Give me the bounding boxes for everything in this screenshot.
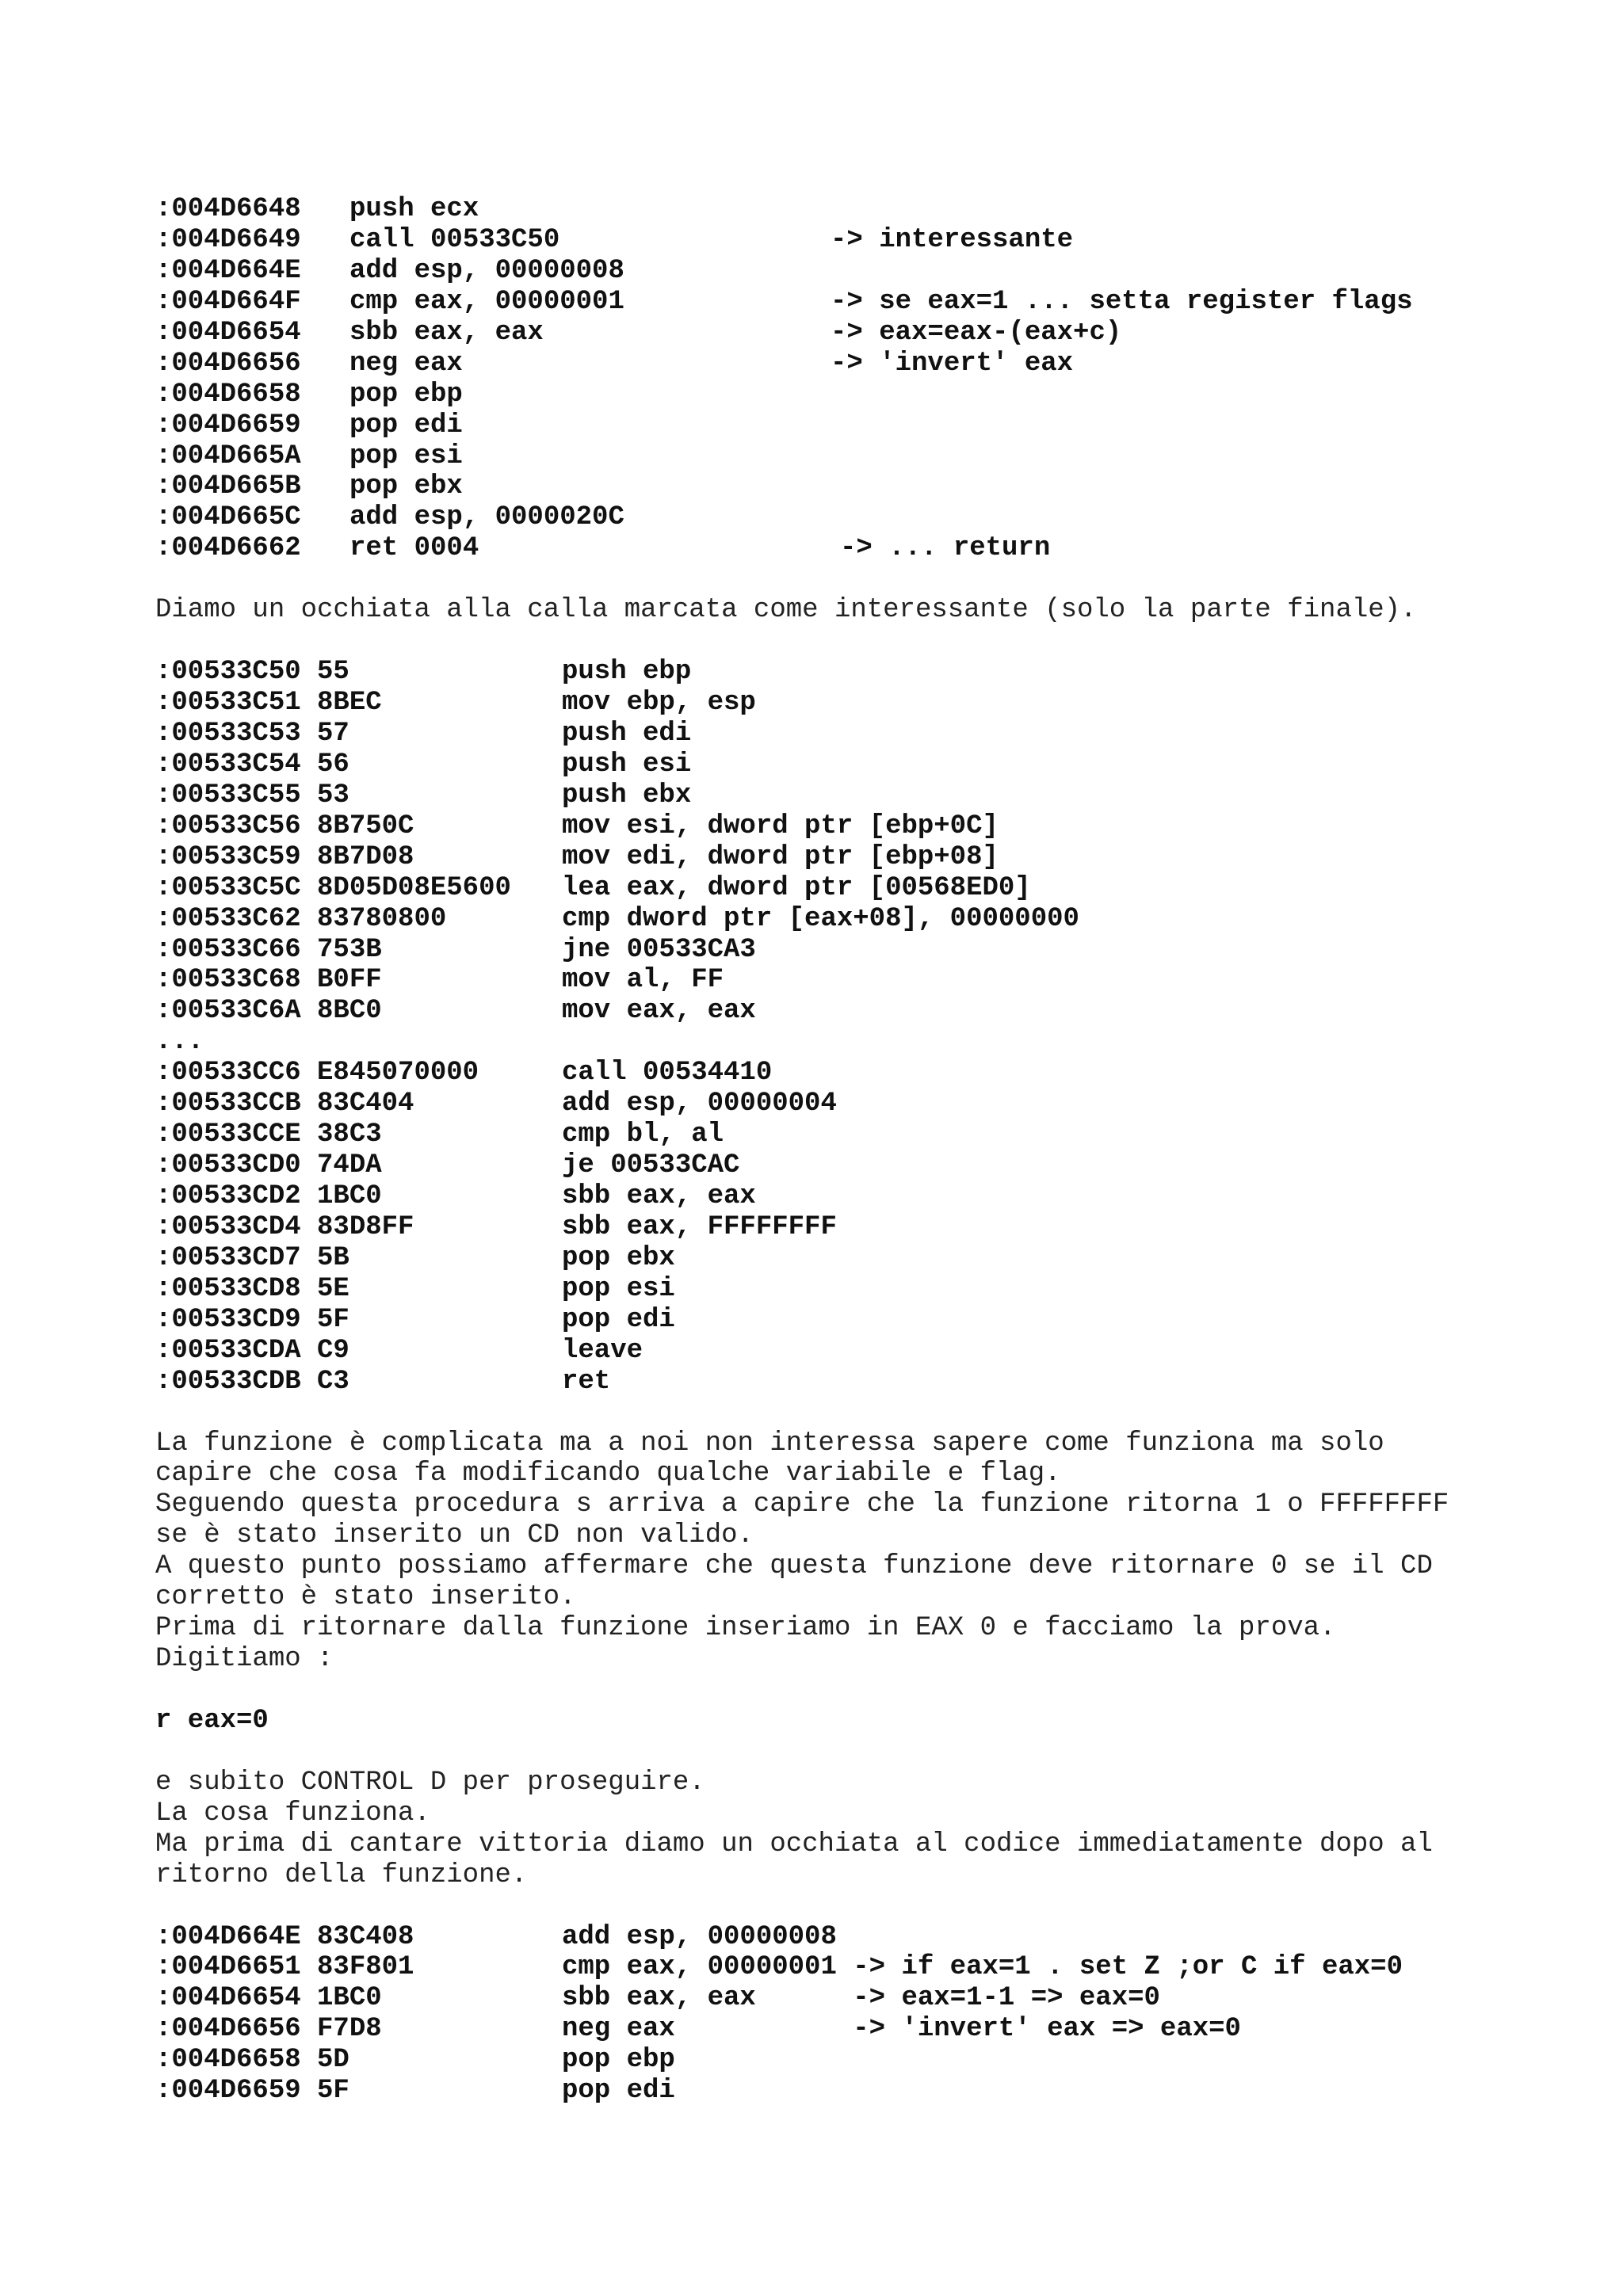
instruction: sbb eax, eax -> eax=1-1 => eax=0	[562, 1983, 1160, 2014]
address-bytes: :00533C54 56	[155, 749, 349, 780]
address-bytes: :00533CD4 83D8FF	[155, 1211, 414, 1242]
code-line	[155, 688, 1503, 719]
code-line	[155, 1952, 1503, 1983]
address: :004D6662	[155, 533, 301, 564]
followup-paragraph	[155, 1768, 1503, 1891]
spacer	[155, 1675, 1503, 1706]
instruction: ret	[562, 1366, 611, 1397]
instruction: je 00533CAC	[562, 1150, 740, 1181]
code-line	[155, 533, 1503, 564]
code-block-caller	[155, 194, 1503, 564]
instruction: pop ebx	[562, 1242, 675, 1273]
code-line	[155, 996, 1503, 1027]
paragraph-line: La funzione è complicata ma a noi non interessa sapere come funziona ma solo	[155, 1428, 1384, 1459]
address: :004D6658	[155, 379, 301, 410]
code-ellipsis	[155, 1027, 1503, 1058]
code-line	[155, 349, 1503, 379]
code-line	[155, 1367, 1503, 1398]
spacer	[155, 1398, 1503, 1428]
address: :004D665C	[155, 502, 301, 533]
address-bytes: :00533CDB C3	[155, 1366, 349, 1397]
comment: -> interessante	[831, 224, 1074, 255]
address-bytes: :00533CD0 74DA	[155, 1150, 382, 1181]
paragraph-line: Digitiamo :	[155, 1644, 334, 1675]
address-bytes: :00533CDA C9	[155, 1335, 349, 1366]
code-line	[155, 318, 1503, 349]
code-line	[155, 1212, 1503, 1243]
address-bytes: :004D6659 5F	[155, 2076, 349, 2107]
address: :004D665B	[155, 471, 301, 502]
code-line	[155, 1181, 1503, 1212]
instruction: sbb eax, FFFFFFFF	[562, 1211, 837, 1242]
instruction: sbb eax, eax	[562, 1181, 756, 1211]
instruction: push ebx	[562, 780, 692, 810]
instruction: cmp eax, 00000001	[349, 286, 624, 317]
instruction: add esp, 00000004	[562, 1089, 837, 1119]
address-bytes: :00533C66 753B	[155, 934, 382, 965]
code-line	[155, 1983, 1503, 2014]
address-bytes: :004D6656 F7D8	[155, 2014, 382, 2045]
address-bytes: :00533CD9 5F	[155, 1304, 349, 1335]
instruction: pop edi	[562, 1304, 675, 1335]
instruction: mov esi, dword ptr [ebp+0C]	[562, 810, 999, 841]
code-line	[155, 719, 1503, 749]
code-line	[155, 749, 1503, 780]
paragraph-line: ritorno della funzione.	[155, 1859, 528, 1890]
address-bytes: :00533C55 53	[155, 780, 349, 810]
code-line	[155, 471, 1503, 502]
code-line	[155, 1274, 1503, 1305]
instruction: lea eax, dword ptr [00568ED0]	[562, 872, 1031, 903]
instruction: push ecx	[349, 194, 479, 224]
spacer	[155, 1891, 1503, 1922]
code-line	[155, 2014, 1503, 2045]
instruction: jne 00533CA3	[562, 934, 756, 965]
instruction: add esp, 00000008	[349, 255, 624, 286]
document-page	[155, 194, 1503, 2107]
address-bytes: :004D664E 83C408	[155, 1921, 414, 1952]
spacer	[155, 564, 1503, 595]
code-line	[155, 410, 1503, 441]
instruction: pop ebx	[349, 471, 463, 502]
code-line	[155, 842, 1503, 873]
address: :004D665A	[155, 441, 301, 471]
instruction: leave	[562, 1335, 643, 1366]
code-line	[155, 1119, 1503, 1150]
instruction: call 00534410	[562, 1058, 773, 1089]
code-line	[155, 1243, 1503, 1274]
comment: -> ... return	[840, 533, 1051, 564]
instruction: pop ebp	[349, 379, 463, 410]
instruction: push edi	[562, 718, 692, 749]
address-bytes: :004D6654 1BC0	[155, 1983, 382, 2014]
paragraph-line: corretto è stato inserito.	[155, 1582, 576, 1613]
comment: -> 'invert' eax	[831, 348, 1074, 379]
address: :004D6654	[155, 317, 301, 348]
address-bytes: :00533C6A 8BC0	[155, 996, 382, 1027]
instruction: add esp, 00000008	[562, 1921, 837, 1952]
instruction: cmp bl, al	[562, 1119, 724, 1150]
address: :004D6659	[155, 410, 301, 441]
instruction: pop edi	[562, 2076, 675, 2107]
code-line	[155, 2045, 1503, 2076]
ellipsis: ...	[155, 1027, 204, 1058]
instruction: cmp eax, 00000001 -> if eax=1 . set Z ;or C if eax=0	[562, 1952, 1403, 1983]
code-line	[155, 780, 1503, 811]
code-line	[155, 441, 1503, 472]
code-line	[155, 873, 1503, 904]
spacer	[155, 626, 1503, 657]
address-bytes: :00533C56 8B750C	[155, 810, 414, 841]
code-line	[155, 811, 1503, 842]
address: :004D664E	[155, 255, 301, 286]
instruction: mov ebp, esp	[562, 688, 756, 718]
address: :004D6649	[155, 224, 301, 255]
instruction: push esi	[562, 749, 692, 780]
instruction: cmp dword ptr [eax+08], 00000000	[562, 903, 1079, 934]
address-bytes: :00533C59 8B7D08	[155, 841, 414, 872]
instruction: neg eax -> 'invert' eax => eax=0	[562, 2014, 1241, 2045]
code-line	[155, 935, 1503, 966]
paragraph-line: Prima di ritornare dalla funzione inseriamo in EAX 0 e facciamo la prova.	[155, 1613, 1336, 1644]
instruction: push ebp	[562, 657, 692, 688]
paragraph-line: se è stato inserito un CD non valido.	[155, 1520, 754, 1551]
paragraph-line: Seguendo questa procedura s arriva a capire che la funzione ritorna 1 o FFFFFFFF	[155, 1489, 1449, 1520]
address-bytes: :00533CC6 E845070000	[155, 1058, 479, 1089]
address: :004D664F	[155, 286, 301, 317]
address-bytes: :004D6651 83F801	[155, 1952, 414, 1983]
code-line	[155, 1089, 1503, 1119]
instruction: mov edi, dword ptr [ebp+08]	[562, 841, 999, 872]
code-line	[155, 256, 1503, 287]
instruction: neg eax	[349, 348, 463, 379]
code-line	[155, 965, 1503, 996]
instruction: mov al, FF	[562, 965, 724, 996]
instruction: call 00533C50	[349, 224, 560, 255]
address-bytes: :00533C53 57	[155, 718, 349, 749]
address-bytes: :00533C51 8BEC	[155, 688, 382, 718]
code-line	[155, 1150, 1503, 1181]
address-bytes: :00533C62 83780800	[155, 903, 447, 934]
instruction: pop esi	[349, 441, 463, 471]
code-line	[155, 225, 1503, 256]
code-line	[155, 502, 1503, 533]
instruction: ret 0004	[349, 533, 479, 564]
code-line	[155, 1922, 1503, 1953]
address-bytes: :00533CD8 5E	[155, 1273, 349, 1304]
address: :004D6648	[155, 194, 301, 224]
comment: -> eax=eax-(eax+c)	[831, 317, 1122, 348]
address-bytes: :00533C68 B0FF	[155, 965, 382, 996]
code-block-callee	[155, 657, 1503, 1398]
instruction: pop ebp	[562, 2045, 675, 2076]
code-line	[155, 379, 1503, 410]
paragraph-line: e subito CONTROL D per proseguire.	[155, 1767, 705, 1798]
paragraph: Diamo un occhiata alla calla marcata come interessante (solo la parte finale).	[155, 595, 1417, 626]
address-bytes: :00533CD7 5B	[155, 1242, 349, 1273]
code-line	[155, 287, 1503, 318]
instruction: add esp, 0000020C	[349, 502, 624, 533]
code-line	[155, 904, 1503, 935]
code-line	[155, 1058, 1503, 1089]
address-bytes: :00533CCE 38C3	[155, 1119, 382, 1150]
code-line	[155, 1336, 1503, 1367]
spacer	[155, 1737, 1503, 1768]
address-bytes: :00533CD2 1BC0	[155, 1181, 382, 1211]
instruction: pop esi	[562, 1273, 675, 1304]
code-block-return	[155, 1922, 1503, 2107]
address-bytes: :004D6658 5D	[155, 2045, 349, 2076]
paragraph-line: Ma prima di cantare vittoria diamo un occhiata al codice immediatamente dopo al	[155, 1829, 1433, 1859]
code-line	[155, 194, 1503, 225]
comment: -> se eax=1 ... setta register flags	[831, 286, 1413, 317]
explanation-paragraph	[155, 1428, 1503, 1676]
code-line	[155, 1305, 1503, 1336]
paragraph-line: La cosa funziona.	[155, 1798, 430, 1829]
instruction: sbb eax, eax	[349, 317, 544, 348]
instruction: pop edi	[349, 410, 463, 441]
command-line: r eax=0	[155, 1705, 269, 1736]
address: :004D6656	[155, 348, 301, 379]
paragraph-line: A questo punto possiamo affermare che questa funzione deve ritornare 0 se il CD	[155, 1551, 1433, 1582]
code-line	[155, 657, 1503, 688]
address-bytes: :00533C50 55	[155, 657, 349, 688]
paragraph-line: capire che cosa fa modificando qualche variabile e flag.	[155, 1459, 1061, 1489]
code-line	[155, 2076, 1503, 2107]
address-bytes: :00533CCB 83C404	[155, 1089, 414, 1119]
instruction: mov eax, eax	[562, 996, 756, 1027]
address-bytes: :00533C5C 8D05D08E5600	[155, 872, 511, 903]
